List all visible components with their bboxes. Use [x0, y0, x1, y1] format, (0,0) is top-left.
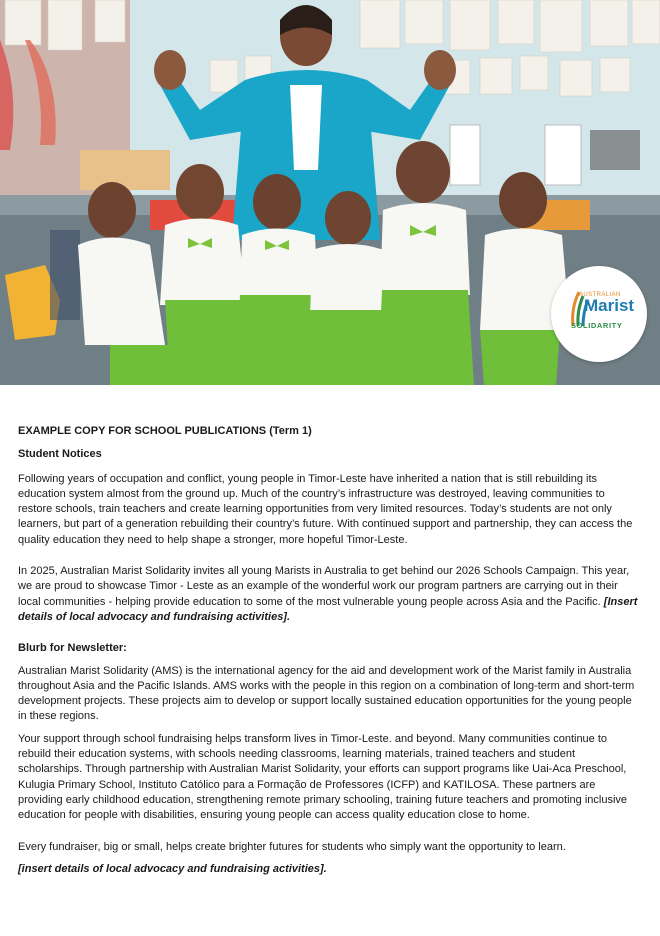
paragraph-schools-campaign — [18, 564, 638, 625]
paragraph-schools-campaign-text: In 2025, Australian Marist Solidarity invites all young Marists in Australia to get behind our 2026 Schools Campaign. This year, we are proud to showcase Timor - Leste as an example of the wonderful work our program partners are carrying out in their local communities - helping provide education to some of the most vulnerable young people across Asia and the Pacific. — [18, 565, 630, 608]
paragraph-school-fundraising: Your support through school fundraising helps transform lives in Timor-Leste. and beyond. Many communities continue to rebuild their education systems, with schools needing classrooms, learning materials, trained teachers and student scholarships. Through partnership with Australian Marist Solidarity, your efforts can support programs like Uai-Aca Preschool, Kulugia Primary School, Instituto Católico para a Formação de Professores (ICFP) and KATILOSA. These partners are providing early childhood education, strengthening remote primary schooling, training future teachers and promoting inclusive education for people with disabilities, ensuring young people can access quality education close to home. — [18, 732, 628, 822]
hero-photo — [0, 0, 660, 385]
insert-details-placeholder: [Insert details of local advocacy and fundraising activities]. — [18, 595, 638, 623]
document-title: EXAMPLE COPY FOR SCHOOL PUBLICATIONS (Term 1) — [18, 425, 312, 437]
document-body — [18, 424, 638, 893]
section-heading-student-notices: Student Notices — [18, 448, 102, 461]
paragraph-occupation-context: Following years of occupation and conflict, young people in Timor-Leste have inherited a nation that is still rebuilding its education system almost from the ground up. Much of the country’s infrastructure was destroyed, leaving communities to restore schools, train teachers and create learning opportunities from very limited resources. Today’s students are not only learners, but part of a generation rebuilding their country’s future. With continued support and partnership, they can access the quality education they need to help shape a stronger, more hopeful Timor-Leste. — [18, 472, 633, 546]
marist-solidarity-logo — [551, 266, 647, 362]
logo-main-text: Marist — [584, 296, 635, 315]
logo-top-text: AUSTRALIAN — [579, 292, 621, 298]
paragraph-every-fundraiser: Every fundraiser, big or small, helps create brighter futures for students who simply want the opportunity to learn. — [18, 840, 566, 853]
insert-details-placeholder-final: [insert details of local advocacy and fundraising activities]. — [18, 862, 327, 875]
section-heading-blurb: Blurb for Newsletter: — [18, 642, 127, 655]
paragraph-ams-overview: Australian Marist Solidarity (AMS) is the international agency for the aid and development work of the Marist family in Australia throughout Asia and the Pacific Islands. AMS works with the people in this region on a combination of long-term and short-term development projects. These projects aim to develop or support locally sustained education opportunities for the young people in these regions. — [18, 664, 635, 723]
logo-sub-text: SOLIDARITY — [571, 321, 623, 330]
